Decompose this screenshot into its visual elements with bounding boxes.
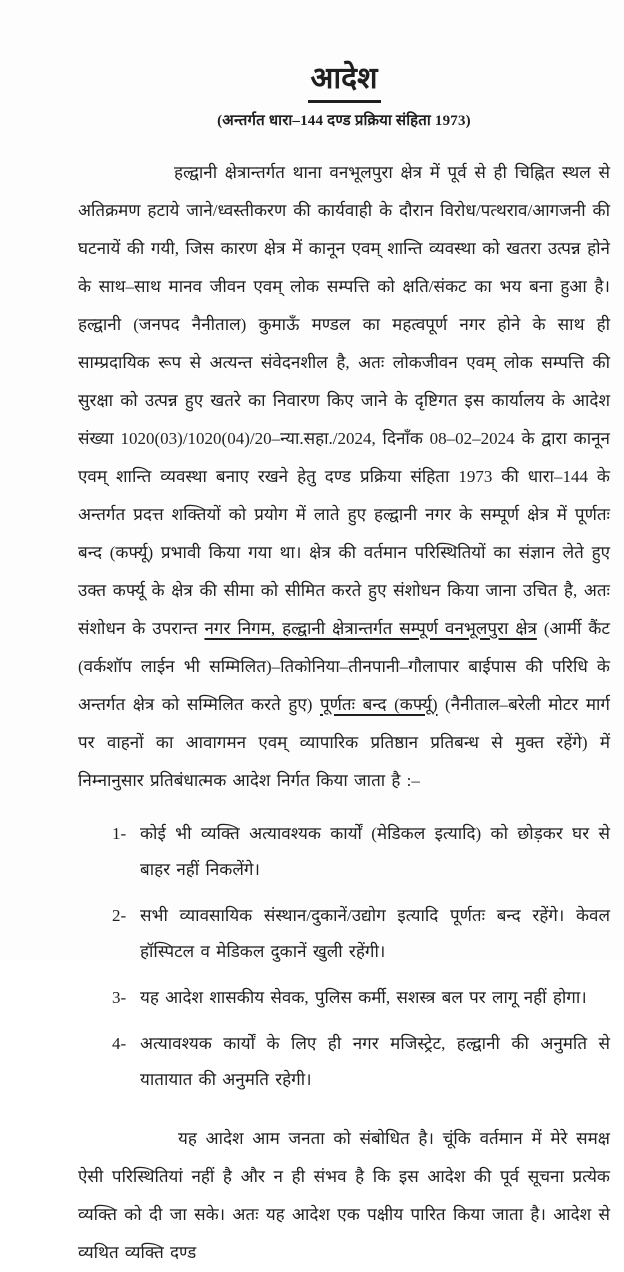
list-item-text: यह आदेश शासकीय सेवक, पुलिस कर्मी, सशस्त्र बल पर लागू नहीं होगा। <box>140 987 587 1007</box>
list-item <box>112 898 610 970</box>
page-title <box>78 60 610 103</box>
underlined-area-phrase: नगर निगम, हल्द्वानी क्षेत्रान्तर्गत सम्पूर्ण वनभूलपुरा क्षेत्र <box>204 618 537 638</box>
list-item-text: कोई भी व्यक्ति अत्यावश्यक कार्यों (मेडिकल इत्यादि) को छोड़कर घर से बाहर नहीं निकलेंगे। <box>140 823 610 879</box>
order-body-paragraph <box>78 154 610 800</box>
list-item-text: अत्यावश्यक कार्यों के लिए ही नगर मजिस्ट्रेट, हल्द्वानी की अनुमति से यातायात की अनुमति रहेगी। <box>140 1033 610 1089</box>
list-item-number: 1- <box>112 823 127 843</box>
page-title-text: आदेश <box>308 60 381 103</box>
document-header <box>78 60 610 130</box>
list-item-number: 4- <box>112 1033 127 1053</box>
underlined-curfew-phrase: पूर्णतः बन्द (कर्फ्यू) <box>319 694 438 714</box>
list-item <box>112 1026 610 1098</box>
list-item-number: 2- <box>112 905 127 925</box>
closing-paragraph: यह आदेश आम जनता को संबोधित है। चूंकि वर्तमान में मेरे समक्ष ऐसी परिस्थितियां नहीं है और न ही संभव है कि इस आदेश की पूर्व सूचना प्रत्येक व्यक्ति को दी जा सके। अतः यह आदेश एक पक्षीय पारित किया जाता है। आदेश से व्यथित व्यक्ति दण्ड <box>78 1128 610 1262</box>
list-item-text: सभी व्यावसायिक संस्थान/दुकानें/उद्योग इत्यादि पूर्णतः बन्द रहेंगे। केवल हॉस्पिटल व मेडिकल दुकानें खुली रहेंगी। <box>140 905 610 961</box>
list-item <box>112 816 610 888</box>
restriction-list <box>78 816 610 1098</box>
body-text-run: हल्द्वानी क्षेत्रान्तर्गत थाना वनभूलपुरा क्षेत्र में पूर्व से ही चिह्नित स्थल से अतिक्रमण हटाये जाने/ध्वस्तीकरण की कार्यवाही के दौरान विरोध/पत्थराव/आगजनी की घटनायें की गयी, जिस कारण क्षेत्र में कानून एवम् शान्ति व्यवस्था को खतरा उत्पन्न होने के साथ–साथ मानव जीवन एवम् लोक सम्पत्ति को क्षति/संकट का भय बना हुआ है। हल्द्वानी (जनपद नैनीताल) कुमाऊँ मण्डल का महत्वपूर्ण नगर होने के साथ ही साम्प्रदायिक रूप से अत्यन्त संवेदनशील है, अतः लोकजीवन एवम् लोक सम्पत्ति की सुरक्षा को उत्पन्न हुए खतरे का निवारण किए जाने के दृष्टिगत इस कार्यालय के आदेश संख्या 1020(03)/1020(04)/20–न्या.सहा./2024, दिनाँक 08–02–2024 के द्वारा कानून एवम् शान्ति व्यवस्था बनाए रखने हेतु दण्ड प्रक्रिया संहिता 1973 की धारा–144 के अन्तर्गत प्रदत्त शक्तियों को प्रयोग में लाते हुए हल्द्वानी नगर के सम्पूर्ण क्षेत्र में पूर्णतः बन्द (कर्फ्यू) प्रभावी किया गया था। क्षेत्र की वर्तमान परिस्थितियों का संज्ञान लेते हुए उक्त कर्फ्यू के क्षेत्र की सीमा को सीमित करते हुए संशोधन किया जाना उचित है, अतः संशोधन के उपरान्त <box>78 162 610 638</box>
list-item-number: 3- <box>112 987 127 1007</box>
page-subtitle: (अन्तर्गत धारा–144 दण्ड प्रक्रिया संहिता 1973) <box>217 112 471 129</box>
body-text-run: (नैनीताल–बरेली मोटर मार्ग पर वाहनों का आवागमन एवम् व्यापारिक प्रतिष्ठान प्रतिबन्ध से मुक्त रहेंगे) में निम्नानुसार प्रतिबंधात्मक आदेश निर्गत किया जाता है :– <box>78 694 610 790</box>
list-item <box>112 980 610 1016</box>
body-text-run: (आर्मी कैंट (वर्कशॉप लाईन भी सम्मिलित)–तिकोनिया–तीनपानी–गौलापार बाईपास की परिधि के अन्तर्गत क्षेत्र को सम्मिलित करते हुए) <box>78 618 610 714</box>
